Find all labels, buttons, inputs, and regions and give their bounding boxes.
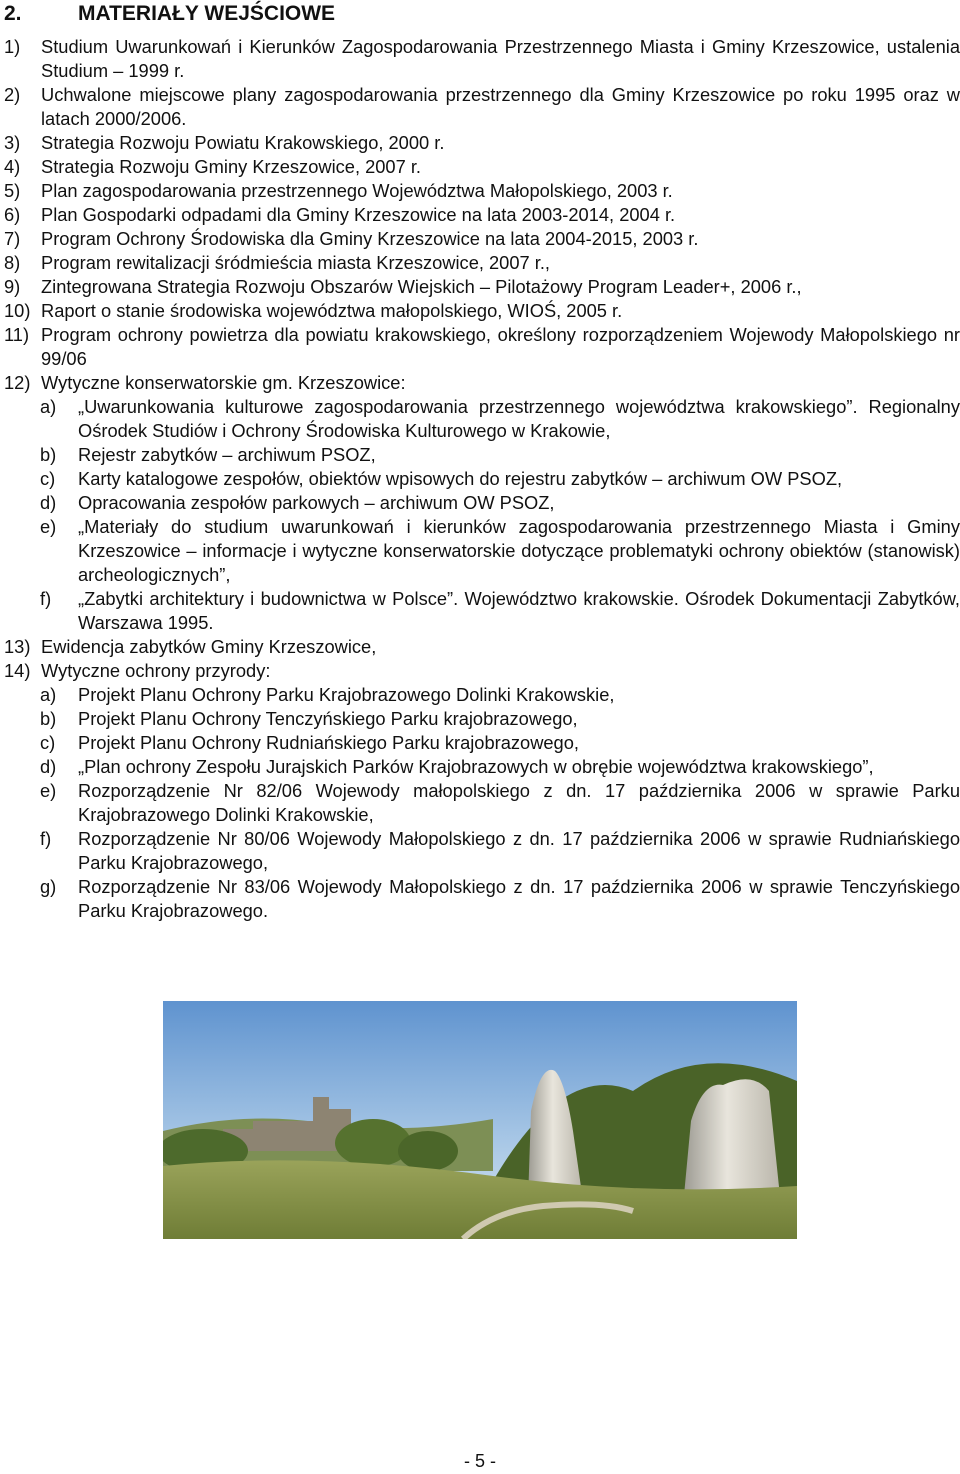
sub-list-item bbox=[4, 875, 960, 923]
list-marker: 6) bbox=[4, 204, 21, 225]
section-title: MATERIAŁY WEJŚCIOWE bbox=[78, 2, 336, 25]
list-marker: 1) bbox=[4, 36, 21, 57]
list-item-text: Wytyczne konserwatorskie gm. Krzeszowice: bbox=[41, 372, 406, 393]
section-heading bbox=[4, 2, 335, 26]
list-item-text: Plan Gospodarki odpadami dla Gminy Krzeszowice na lata 2003-2014, 2004 r. bbox=[41, 204, 676, 225]
list-item-text: Plan zagospodarowania przestrzennego Województwa Małopolskiego, 2003 r. bbox=[41, 180, 673, 201]
list-item bbox=[4, 371, 960, 395]
sub-list-marker: d) bbox=[40, 492, 57, 513]
sub-list-marker: a) bbox=[40, 396, 57, 417]
sub-list-item-text: Rozporządzenie Nr 80/06 Wojewody Małopolskiego z dn. 17 października 2006 w sprawie Rudniańskiego Parku Krajobrazowego, bbox=[78, 828, 960, 873]
list-marker: 14) bbox=[4, 660, 31, 681]
list-marker: 9) bbox=[4, 276, 21, 297]
sub-list-item-text: „Zabytki architektury i budownictwa w Polsce”. Województwo krakowskie. Ośrodek Dokumentacji Zabytków, Warszawa 1995. bbox=[78, 588, 960, 633]
list-item-text: Uchwalone miejscowe plany zagospodarowania przestrzennego dla Gminy Krzeszowice po roku 1995 oraz w latach 2000/2006. bbox=[41, 84, 960, 129]
sub-list-item-text: Projekt Planu Ochrony Parku Krajobrazowego Dolinki Krakowskie, bbox=[78, 684, 615, 705]
landscape-photo-illustration bbox=[163, 1001, 797, 1239]
sub-list-item-text: Opracowania zespołów parkowych – archiwum OW PSOZ, bbox=[78, 492, 555, 513]
sub-list-item-text: Rozporządzenie Nr 82/06 Wojewody małopolskiego z dn. 17 października 2006 w sprawie Parku Krajobrazowego Dolinki Krakowskie, bbox=[78, 780, 960, 825]
sub-list-item bbox=[4, 587, 960, 635]
sub-list-item-text: Projekt Planu Ochrony Tenczyńskiego Parku krajobrazowego, bbox=[78, 708, 578, 729]
list-item bbox=[4, 155, 960, 179]
sub-list-marker: f) bbox=[40, 588, 52, 609]
list-marker: 2) bbox=[4, 84, 21, 105]
list-item-text: Program ochrony powietrza dla powiatu krakowskiego, określony rozporządzeniem Wojewody Małopolskiego nr 99/06 bbox=[41, 324, 960, 369]
sub-list-item-text: Rejestr zabytków – archiwum PSOZ, bbox=[78, 444, 376, 465]
list-item bbox=[4, 35, 960, 83]
sub-list-marker: e) bbox=[40, 780, 57, 801]
list-item-text: Program Ochrony Środowiska dla Gminy Krzeszowice na lata 2004-2015, 2003 r. bbox=[41, 228, 699, 249]
sub-list-marker: b) bbox=[40, 708, 57, 729]
sub-list-marker: c) bbox=[40, 732, 56, 753]
list-marker: 7) bbox=[4, 228, 21, 249]
list-item bbox=[4, 635, 960, 659]
list-item-text: Ewidencja zabytków Gminy Krzeszowice, bbox=[41, 636, 377, 657]
list-item bbox=[4, 275, 960, 299]
sub-list-marker: a) bbox=[40, 684, 57, 705]
sub-list-item-text: Rozporządzenie Nr 83/06 Wojewody Małopolskiego z dn. 17 października 2006 w sprawie Tenczyńskiego Parku Krajobrazowego. bbox=[78, 876, 960, 921]
sub-list-item-text: Projekt Planu Ochrony Rudniańskiego Parku krajobrazowego, bbox=[78, 732, 579, 753]
sub-list-marker: e) bbox=[40, 516, 57, 537]
sub-list-item bbox=[4, 827, 960, 875]
sub-list-item bbox=[4, 731, 960, 755]
sub-list-item-text: „Uwarunkowania kulturowe zagospodarowania przestrzennego województwa krakowskiego”. Regionalny Ośrodek Studiów i Ochrony Środowiska Kulturowego w Krakowie, bbox=[78, 396, 960, 441]
sub-list-item bbox=[4, 467, 960, 491]
list-item bbox=[4, 131, 960, 155]
list-item-text: Raport o stanie środowiska województwa małopolskiego, WIOŚ, 2005 r. bbox=[41, 300, 623, 321]
sub-list-marker: g) bbox=[40, 876, 57, 897]
list-item bbox=[4, 203, 960, 227]
list-marker: 5) bbox=[4, 180, 21, 201]
list-item bbox=[4, 179, 960, 203]
sub-list-item bbox=[4, 443, 960, 467]
sub-list-item bbox=[4, 755, 960, 779]
list-item-text: Strategia Rozwoju Powiatu Krakowskiego, 2000 r. bbox=[41, 132, 445, 153]
list-item-text: Studium Uwarunkowań i Kierunków Zagospodarowania Przestrzennego Miasta i Gminy Krzeszowice, ustalenia Studium – 1999 r. bbox=[41, 36, 960, 81]
list-marker: 8) bbox=[4, 252, 21, 273]
list-item bbox=[4, 299, 960, 323]
sub-list-marker: b) bbox=[40, 444, 57, 465]
list-item-text: Strategia Rozwoju Gminy Krzeszowice, 2007 r. bbox=[41, 156, 422, 177]
list-marker: 12) bbox=[4, 372, 31, 393]
sub-list-item bbox=[4, 707, 960, 731]
list-item-text: Zintegrowana Strategia Rozwoju Obszarów Wiejskich – Pilotażowy Program Leader+, 2006 r., bbox=[41, 276, 802, 297]
list-item bbox=[4, 227, 960, 251]
list-marker: 4) bbox=[4, 156, 21, 177]
list-item bbox=[4, 323, 960, 371]
list-item-text: Wytyczne ochrony przyrody: bbox=[41, 660, 271, 681]
list-marker: 13) bbox=[4, 636, 31, 657]
materials-list bbox=[4, 35, 960, 923]
sub-list-item-text: „Materiały do studium uwarunkowań i kierunków zagospodarowania przestrzennego Miasta i Gminy Krzeszowice – informacje i wytyczne konserwatorskie dotyczące problematyki ochrony obiektów (stanowisk) archeologicznych”, bbox=[78, 516, 960, 585]
page-number: - 5 - bbox=[463, 1451, 496, 1471]
sub-list-item-text: „Plan ochrony Zespołu Jurajskich Parków Krajobrazowych w obrębie województwa krakowskiego”, bbox=[78, 756, 874, 777]
list-marker: 10) bbox=[4, 300, 31, 321]
list-marker: 11) bbox=[4, 324, 30, 345]
sub-list-item bbox=[4, 779, 960, 827]
list-item-text: Program rewitalizacji śródmieścia miasta Krzeszowice, 2007 r., bbox=[41, 252, 551, 273]
sub-list-item-text: Karty katalogowe zespołów, obiektów wpisowych do rejestru zabytków – archiwum OW PSOZ, bbox=[78, 468, 843, 489]
sub-list-item bbox=[4, 395, 960, 443]
section-number: 2. bbox=[4, 2, 22, 25]
sub-list-marker: d) bbox=[40, 756, 57, 777]
list-marker: 3) bbox=[4, 132, 21, 153]
sub-list-item bbox=[4, 515, 960, 587]
sub-list-marker: c) bbox=[40, 468, 56, 489]
landscape-photo bbox=[163, 1001, 797, 1239]
sub-list-item bbox=[4, 683, 960, 707]
sub-list-marker: f) bbox=[40, 828, 52, 849]
sub-list-item bbox=[4, 491, 960, 515]
list-item bbox=[4, 659, 960, 683]
list-item bbox=[4, 83, 960, 131]
list-item bbox=[4, 251, 960, 275]
